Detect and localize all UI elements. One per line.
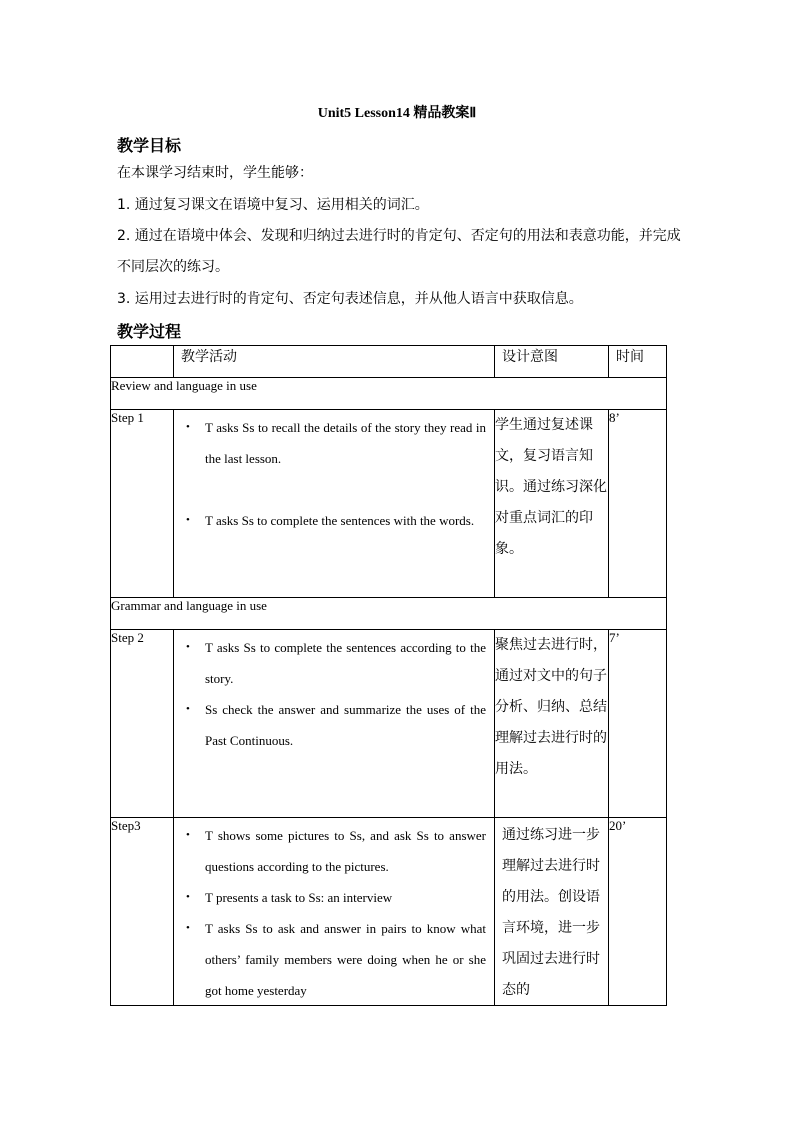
- activity-cell: [174, 630, 495, 818]
- header-activity: 教学活动: [174, 346, 495, 378]
- table-header-row: [111, 346, 667, 378]
- step-label: Step3: [111, 818, 174, 1006]
- intent-cell: 聚焦过去进行时，通过对文中的句子分析、归纳、总结理解过去进行时的用法。: [495, 630, 609, 818]
- time-cell: 20’: [609, 818, 667, 1006]
- objective-item-2: 2. 通过在语境中体会、发现和归纳过去进行时的肯定句、否定句的用法和表意功能，并完成不同层次的练习。: [117, 228, 681, 275]
- table-row-step-3: [111, 818, 667, 1006]
- activity-item: • T asks Ss to complete the sentences with the words.: [205, 505, 486, 536]
- section-row-review: [111, 378, 667, 410]
- document-title: Unit5 Lesson14 精品教案Ⅱ: [317, 106, 477, 121]
- activity-item: • T shows some pictures to Ss, and ask Ss to answer questions according to the pictures.: [205, 820, 486, 882]
- time-cell: 8’: [609, 410, 667, 598]
- header-time: 时间: [609, 346, 667, 378]
- activity-item: • T asks Ss to ask and answer in pairs to know what others’ family members were doing when he or she got home yesterday: [205, 913, 486, 1005]
- activity-item: • T asks Ss to recall the details of the story they read in the last lesson.: [205, 412, 486, 474]
- objective-item-1: 1. 通过复习课文在语境中复习、运用相关的词汇。: [117, 197, 429, 213]
- table-row-step-2: [111, 630, 667, 818]
- time-cell: 7’: [609, 630, 667, 818]
- process-heading: 教学过程: [117, 322, 182, 341]
- intent-cell: 学生通过复述课文，复习语言知识。通过练习深化对重点词汇的印象。: [495, 410, 609, 598]
- table-row-step-1: [111, 410, 667, 598]
- step-label: Step 2: [111, 630, 174, 818]
- section-label: Review and language in use: [111, 378, 667, 410]
- teaching-process-table: [110, 345, 667, 1006]
- activity-item: • T asks Ss to complete the sentences according to the story.: [205, 632, 486, 694]
- activity-item: • T presents a task to Ss: an interview: [205, 882, 486, 913]
- activity-cell: [174, 818, 495, 1006]
- activity-cell: [174, 410, 495, 598]
- step-label: Step 1: [111, 410, 174, 598]
- header-step: [111, 346, 174, 378]
- section-label: Grammar and language in use: [111, 598, 667, 630]
- header-intent: 设计意图: [495, 346, 609, 378]
- intent-cell: [495, 818, 609, 1006]
- objectives-heading: 教学目标: [117, 136, 182, 155]
- activity-item: • Ss check the answer and summarize the uses of the Past Continuous.: [205, 694, 486, 756]
- objectives-intro: 在本课学习结束时，学生能够：: [117, 165, 313, 181]
- section-row-grammar: [111, 598, 667, 630]
- intent-text: 通过练习进一步理解过去进行时的用法。创设语言环境，进一步巩固过去进行时态的: [502, 827, 600, 998]
- objective-item-3: 3. 运用过去进行时的肯定句、否定句表述信息，并从他人语言中获取信息。: [117, 291, 583, 307]
